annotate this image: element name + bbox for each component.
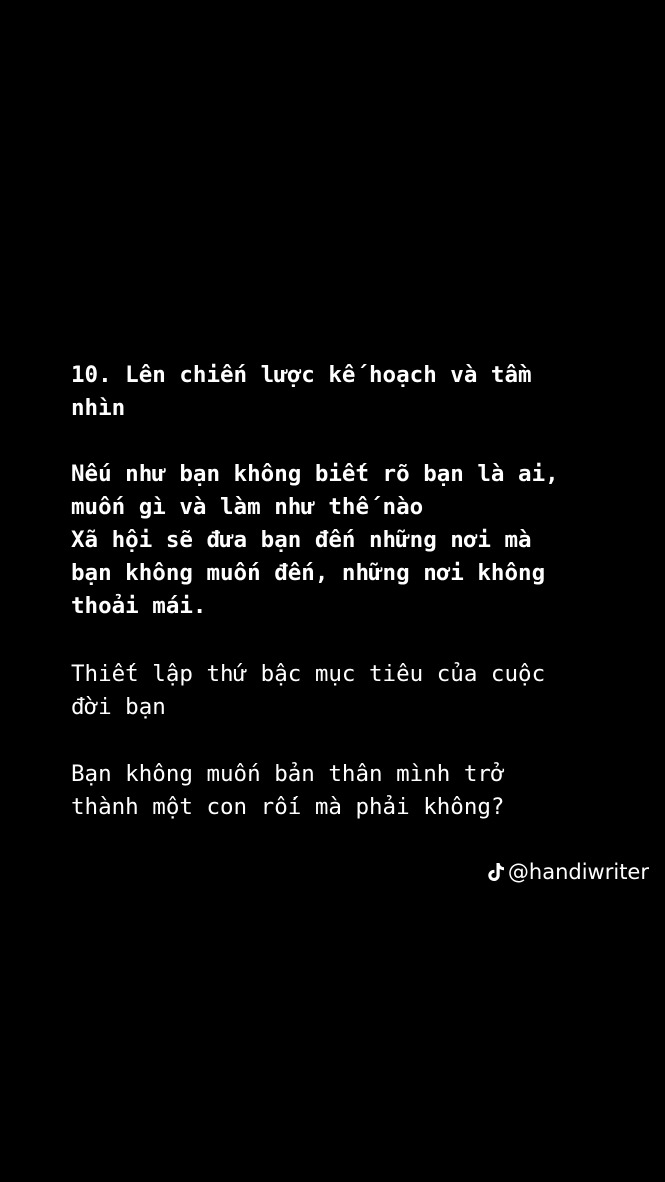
watermark-handle: @handiwriter [507, 860, 649, 884]
post-title: 10. Lên chiến lược kế hoạch và tầm nhìn [71, 362, 532, 421]
post-paragraph-3: Bạn không muốn bản thân mình trở thành một con rối mà phải không? [71, 761, 505, 820]
tiktok-icon [487, 862, 505, 882]
post-paragraph-2: Thiết lập thứ bậc mục tiêu của cuộc đời bạn [71, 661, 546, 720]
post-paragraph-1: Nếu như bạn không biết rõ bạn là ai, muốn gì và làm như thế nào Xã hội sẽ đưa bạn đến những nơi mà bạn không muốn đến, những nơi không thoải mái. [71, 461, 559, 619]
tiktok-watermark [487, 860, 649, 884]
